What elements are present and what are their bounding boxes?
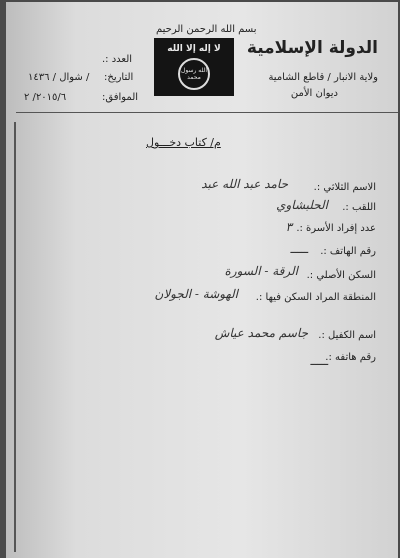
province-line: ولاية الانبار / قاطع الشامية — [268, 72, 378, 83]
field-label: المنطقة المراد السكن فيها :. — [255, 292, 376, 303]
date-label: التاريخ: — [104, 72, 134, 83]
state-title: الدولة الإسلامية — [246, 38, 378, 58]
document-page — [6, 2, 398, 558]
gregorian-label: الموافق: — [102, 92, 139, 103]
field-label: اسم الكفيل :. — [318, 330, 376, 341]
field-label: عدد إفراد الأسرة :. — [296, 223, 376, 234]
field-label: السكن الأصلي :. — [306, 270, 376, 281]
seal-icon: الله رسول محمد — [178, 58, 210, 90]
state-logo — [154, 38, 234, 96]
field-value: جاسم محمد عياش — [214, 326, 308, 340]
office-name: ديوان الأمن — [290, 88, 338, 99]
subject-line: م/ كتاب دخـــول — [146, 136, 221, 149]
field-value: حامد عبد الله عبد — [201, 177, 288, 191]
field-value: الرقة - السورة — [224, 264, 298, 278]
header-divider — [16, 112, 398, 113]
field-label: اللقب :. — [342, 202, 376, 213]
field-value: الحلبشاوي — [276, 198, 328, 212]
number-label: العدد :. — [102, 54, 133, 65]
field-label: رقم هاتفه :. — [325, 352, 376, 363]
hijri-date: / شوال / ١٤٣٦ — [28, 72, 90, 83]
margin-line — [14, 122, 16, 552]
field-value: ـــــ — [310, 354, 328, 368]
gregorian-date: ٢٠١٥/٦/ ٢ — [24, 92, 67, 103]
field-label: رقم الهاتف :. — [320, 246, 376, 257]
field-value: ـــــ — [290, 242, 308, 256]
field-value: الهوشة - الجولان — [154, 287, 238, 301]
field-label: الاسم الثلاثي :. — [313, 182, 376, 193]
field-value: ٣ — [285, 220, 292, 234]
basmala: بسم الله الرحمن الرحيم — [156, 24, 257, 35]
logo-top-text: لا إله إلا الله — [167, 44, 221, 54]
